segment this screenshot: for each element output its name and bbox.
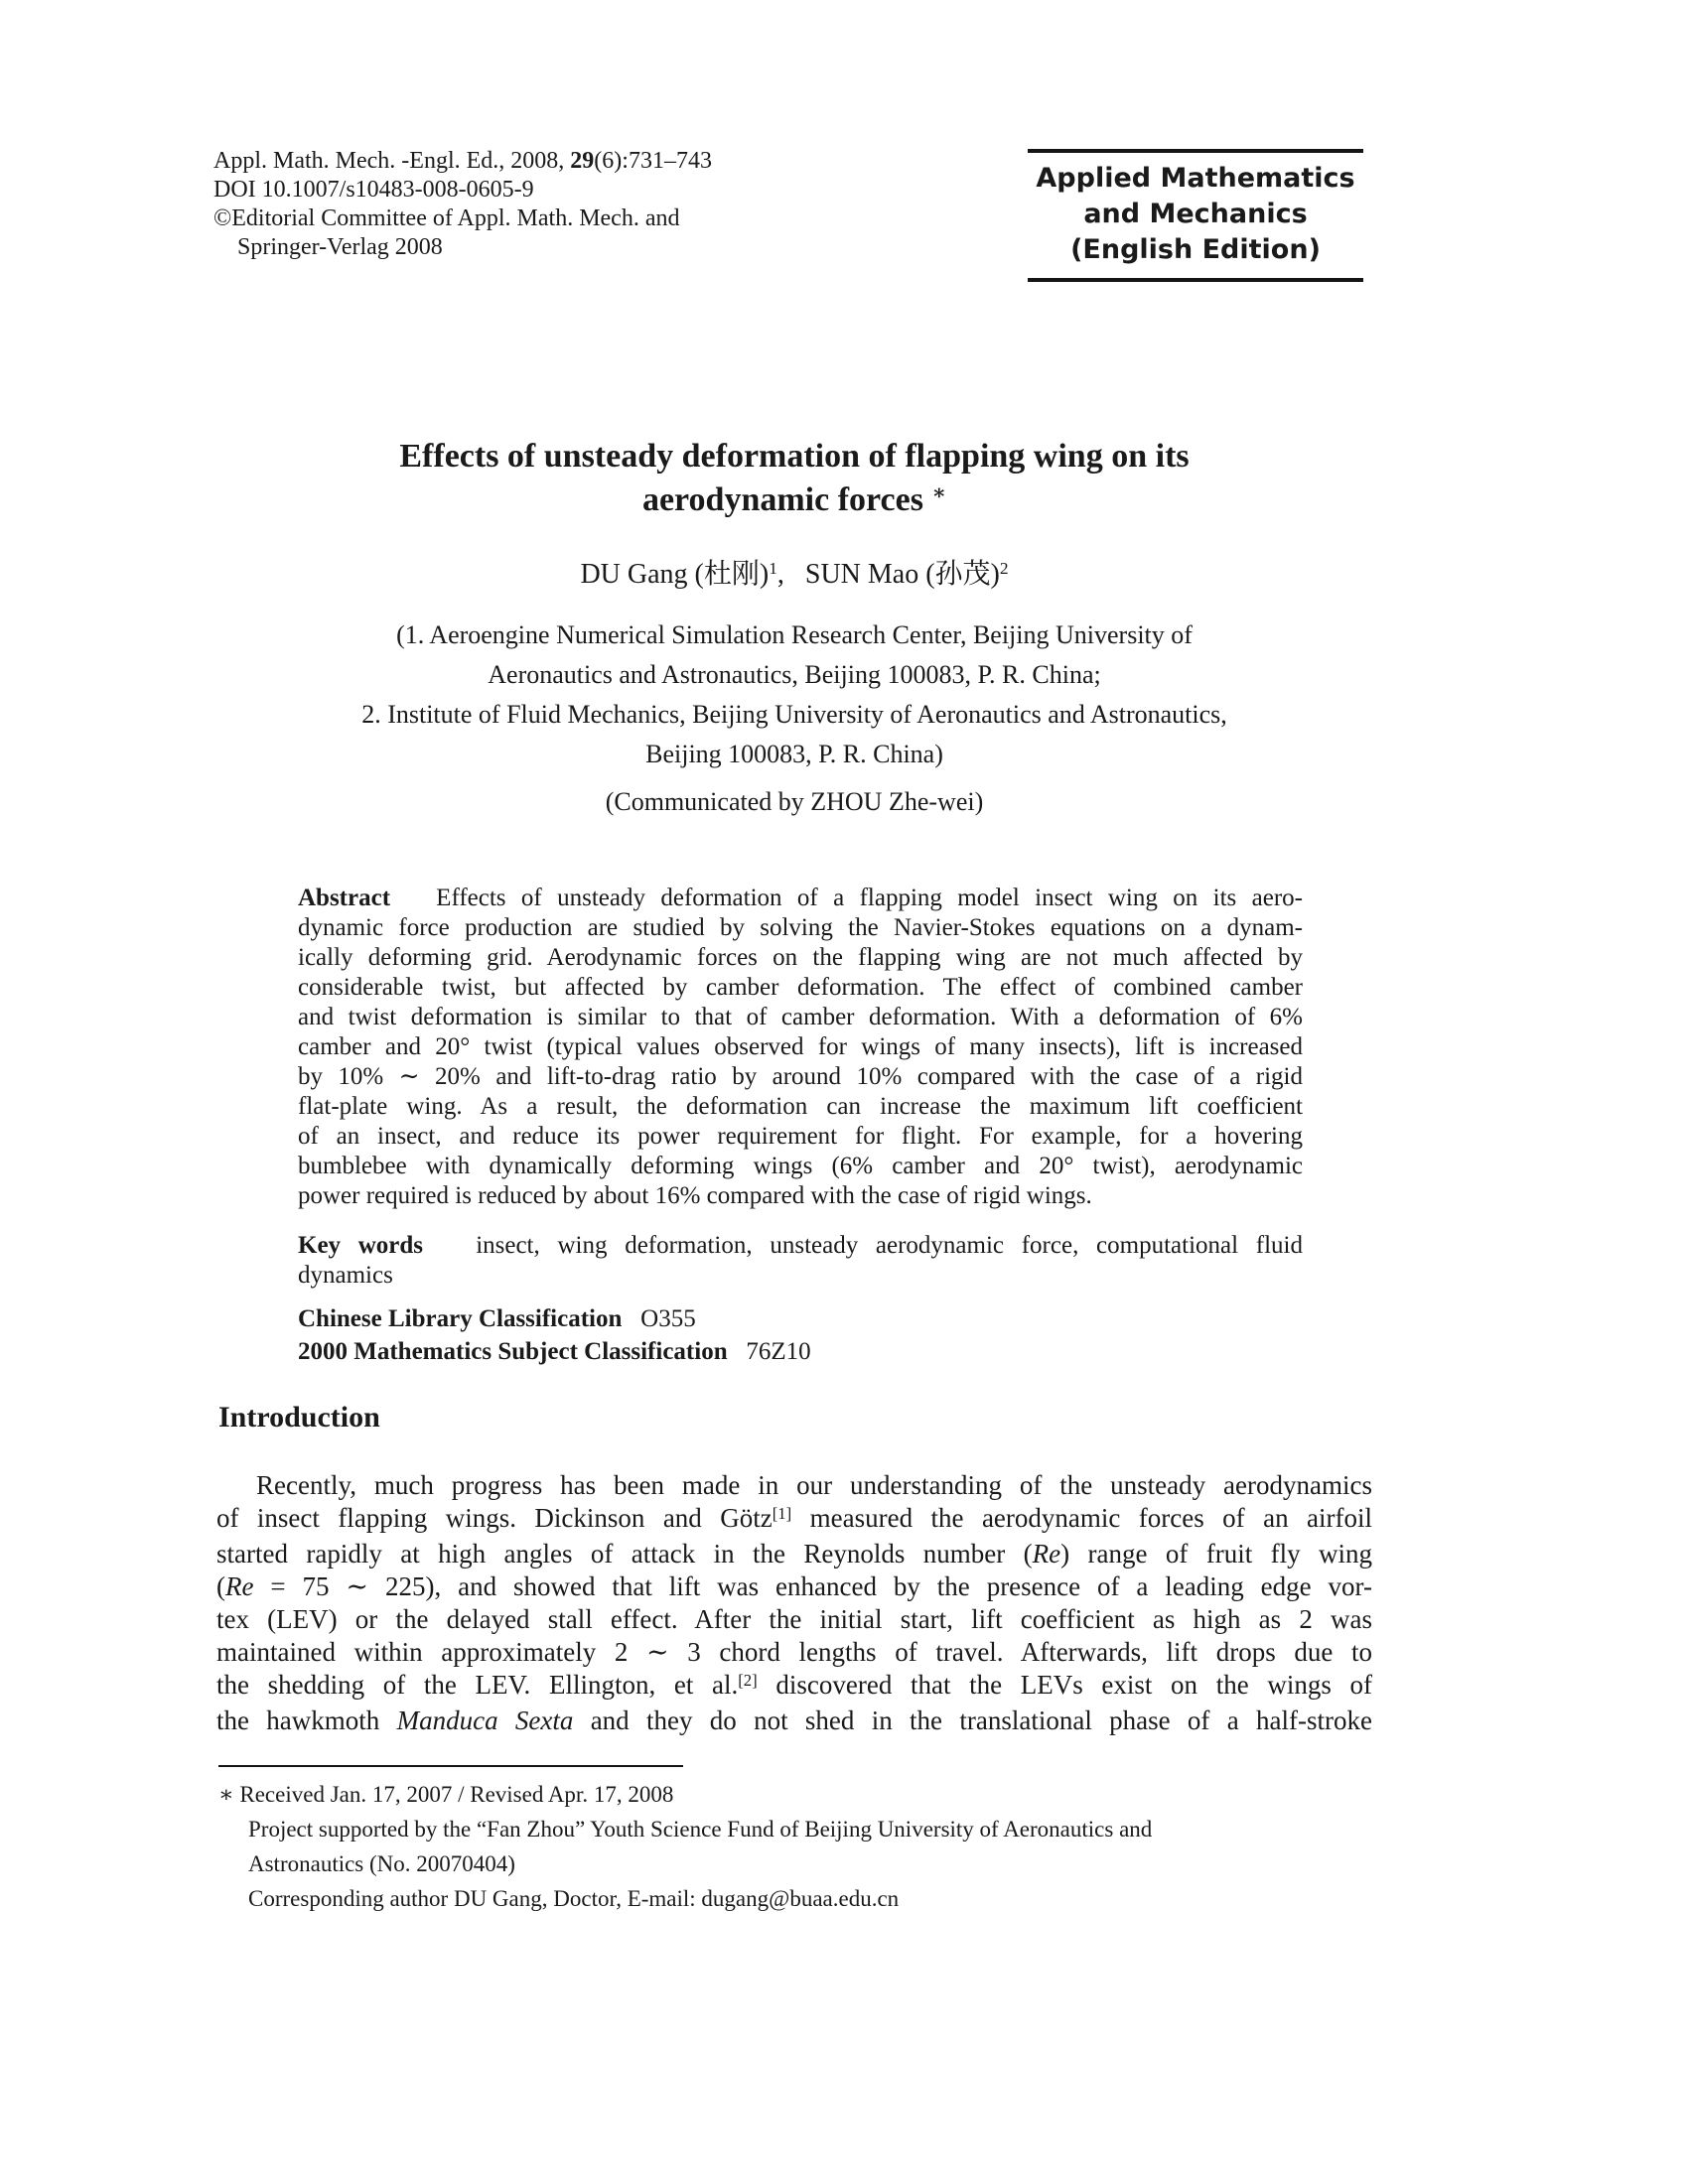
text-line bbox=[216, 1603, 1372, 1636]
text-run: of an insect, and reduce its power requirement for flight. For example, for a hovering bbox=[298, 1123, 1303, 1150]
journal-name-line-1: Applied Mathematics bbox=[1036, 163, 1355, 194]
text-run: the shedding of the LEV. Ellington, et al. bbox=[216, 1670, 739, 1700]
text-run: [1] bbox=[772, 1503, 792, 1523]
text-line bbox=[298, 1092, 1303, 1122]
text-run: Appl. Math. Mech. -Engl. Ed., 2008, bbox=[213, 148, 571, 174]
text-line bbox=[298, 1302, 1303, 1335]
text-line bbox=[298, 913, 1303, 943]
text-line bbox=[216, 1636, 1372, 1669]
text-run: DU Gang (杜刚) bbox=[580, 559, 770, 590]
affiliation-line-3: 2. Institute of Fluid Mechanics, Beijing University of Aeronautics and Astronautics, bbox=[361, 700, 1227, 729]
text-run: insect, wing deformation, unsteady aerodynamic force, computational fluid bbox=[423, 1232, 1303, 1259]
text-run: (6):731–743 bbox=[594, 148, 712, 174]
text-run: = 75 ∼ 225), and showed that lift was enhanced by the presence of a leading edge vor- bbox=[253, 1571, 1372, 1601]
journal-name-line-2: and Mechanics bbox=[1083, 199, 1308, 229]
text-run: Re bbox=[1032, 1539, 1061, 1569]
abstract-block bbox=[298, 884, 1303, 1211]
text-line bbox=[298, 1181, 1303, 1211]
text-run: started rapidly at high angles of attack in the Reynolds number ( bbox=[216, 1539, 1033, 1569]
text-run: maintained within approximately 2 ∼ 3 chord lengths of travel. Afterwards, lift drops due to bbox=[216, 1637, 1372, 1667]
text-run: dynamic force production are studied by solving the Navier-Stokes equations on a dynam- bbox=[298, 914, 1303, 941]
article-title-line-2 bbox=[216, 478, 1372, 525]
text-run: power required is reduced by about 16% compared with the case of rigid wings. bbox=[298, 1182, 1092, 1209]
footnote-separator-rule bbox=[218, 1765, 683, 1767]
text-run: bumblebee with dynamically deforming wings (6% camber and 20° twist), aerodynamic bbox=[298, 1153, 1303, 1179]
text-run: and they do not shed in the translational phase of a half-stroke bbox=[573, 1706, 1372, 1735]
text-run: camber and 20° twist (typical values observed for wings of many insects), lift is increased bbox=[298, 1033, 1303, 1060]
copyright-line-1: ©Editorial Committee of Appl. Math. Mech. and bbox=[213, 205, 680, 231]
text-line bbox=[216, 1538, 1372, 1570]
text-run: Recently, much progress has been made in our understanding of the unsteady aerodynamics bbox=[256, 1470, 1372, 1500]
journal-edition-line: (English Edition) bbox=[1070, 234, 1321, 265]
article-title bbox=[216, 435, 1372, 525]
section-heading-introduction: Introduction bbox=[218, 1401, 380, 1433]
text-run: 2000 Mathematics Subject Classification bbox=[298, 1338, 728, 1365]
text-run: of insect flapping wings. Dickinson and Götz bbox=[216, 1503, 773, 1533]
text-line bbox=[216, 1669, 1372, 1705]
text-line bbox=[298, 1261, 1303, 1291]
affiliation-line-2: Aeronautics and Astronautics, Beijing 100083, P. R. China; bbox=[488, 660, 1101, 689]
affiliation-line-4: Beijing 100083, P. R. China) bbox=[645, 740, 943, 768]
text-run: Manduca Sexta bbox=[396, 1706, 574, 1735]
text-run: discovered that the LEVs exist on the wings of bbox=[757, 1670, 1372, 1700]
text-line bbox=[298, 1231, 1303, 1261]
text-line bbox=[298, 1335, 1303, 1368]
text-run: , SUN Mao (孙茂) bbox=[776, 559, 1000, 590]
text-run: Astronautics (No. 20070404) bbox=[248, 1851, 515, 1876]
doi-line: DOI 10.1007/s10483-008-0605-9 bbox=[213, 177, 534, 203]
authors-line bbox=[216, 558, 1372, 595]
text-run: Corresponding author DU Gang, Doctor, E-mail: dugang@buaa.edu.cn bbox=[248, 1886, 900, 1911]
text-line bbox=[216, 1502, 1372, 1538]
text-run: 76Z10 bbox=[727, 1338, 811, 1365]
affiliations-block bbox=[216, 615, 1372, 774]
text-run: flat-plate wing. As a result, the deformation can increase the maximum lift coefficient bbox=[298, 1093, 1303, 1120]
article-title-line-1: Effects of unsteady deformation of flapping wing on its bbox=[399, 438, 1190, 475]
text-run: ically deforming grid. Aerodynamic forces on the flapping wing are not much affected by bbox=[298, 944, 1303, 971]
text-line bbox=[298, 884, 1303, 913]
text-run: 2 bbox=[999, 559, 1009, 579]
text-run: ∗ Received Jan. 17, 2007 / Revised Apr. 17, 2008 bbox=[218, 1782, 674, 1807]
text-line bbox=[298, 943, 1303, 973]
text-line bbox=[298, 1003, 1303, 1032]
text-run: Abstract bbox=[298, 885, 391, 911]
text-line bbox=[298, 973, 1303, 1003]
keywords-block bbox=[298, 1231, 1303, 1291]
text-line bbox=[218, 1812, 1380, 1846]
text-run: by 10% ∼ 20% and lift-to-drag ratio by around 10% compared with the case of a rigid bbox=[298, 1063, 1303, 1090]
text-line bbox=[218, 1777, 1380, 1812]
citation-line bbox=[213, 147, 712, 176]
text-run: Key words bbox=[298, 1232, 424, 1259]
text-run: 29 bbox=[570, 148, 595, 174]
text-line bbox=[216, 1705, 1372, 1737]
text-line bbox=[218, 1846, 1380, 1881]
copyright-line-2: Springer-Verlag 2008 bbox=[237, 234, 443, 260]
text-run: dynamics bbox=[298, 1262, 393, 1289]
text-run: the hawkmoth bbox=[216, 1706, 397, 1735]
text-run: tex (LEV) or the delayed stall effect. After the initial start, lift coefficient as high as 2 was bbox=[216, 1604, 1372, 1634]
text-run: considerable twist, but affected by camber deformation. The effect of combined camber bbox=[298, 974, 1303, 1001]
text-run: O355 bbox=[622, 1305, 696, 1332]
text-run: measured the aerodynamic forces of an airfoil bbox=[791, 1503, 1372, 1533]
text-line bbox=[298, 1032, 1303, 1062]
affiliation-line-1: (1. Aeroengine Numerical Simulation Research Center, Beijing University of bbox=[396, 620, 1193, 649]
text-run: ( bbox=[216, 1571, 225, 1601]
text-line bbox=[218, 1881, 1380, 1916]
classifications-block bbox=[298, 1302, 1303, 1368]
text-run: Re bbox=[225, 1571, 254, 1601]
text-run: Effects of unsteady deformation of a flapping model insect wing on its aero- bbox=[390, 885, 1303, 911]
citation-block bbox=[213, 147, 712, 262]
text-run: Chinese Library Classification bbox=[298, 1305, 623, 1332]
communicated-line: (Communicated by ZHOU Zhe-wei) bbox=[605, 787, 984, 816]
text-run: ∗ bbox=[931, 480, 947, 505]
text-run: [2] bbox=[738, 1670, 758, 1690]
text-run: 1 bbox=[769, 559, 777, 579]
text-line bbox=[298, 1062, 1303, 1092]
text-run: and twist deformation is similar to that of camber deformation. With a deformation of 6% bbox=[298, 1004, 1303, 1030]
text-line bbox=[298, 1122, 1303, 1152]
text-run: Project supported by the “Fan Zhou” Youth Science Fund of Beijing University of Aeronautics and bbox=[248, 1817, 1153, 1842]
journal-name-box bbox=[1028, 149, 1363, 282]
text-line bbox=[216, 1469, 1372, 1502]
text-run: aerodynamic forces bbox=[641, 481, 932, 518]
text-line bbox=[298, 1152, 1303, 1181]
introduction-paragraph bbox=[216, 1469, 1372, 1737]
text-line bbox=[216, 1570, 1372, 1603]
text-run: ) range of fruit fly wing bbox=[1060, 1539, 1373, 1569]
footnote-block bbox=[218, 1777, 1380, 1916]
